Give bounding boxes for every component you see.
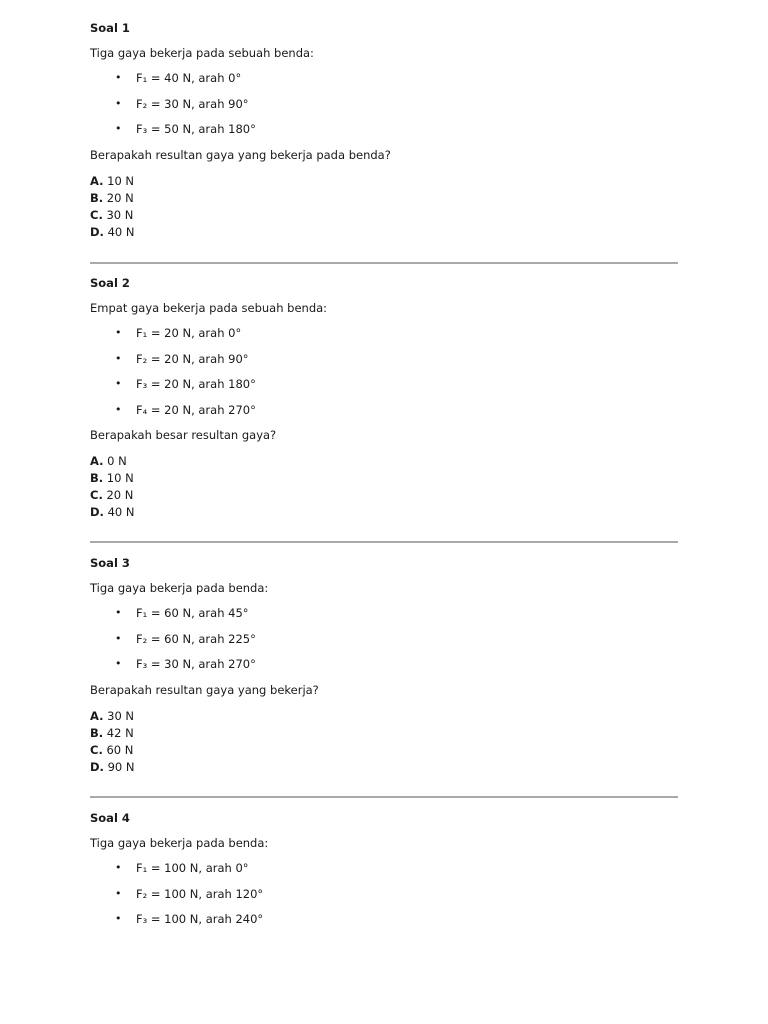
- option-text: 10 N: [107, 173, 135, 188]
- bullet-icon: •: [115, 351, 122, 365]
- force-item: [90, 860, 680, 876]
- answer-option-c: [90, 742, 680, 759]
- section-divider: [90, 796, 678, 798]
- section-divider: [90, 541, 678, 543]
- question-block-3: [90, 555, 680, 776]
- answer-option-d: [90, 504, 680, 521]
- option-text: 30 N: [106, 207, 134, 222]
- force-list: [90, 860, 680, 927]
- bullet-icon: •: [115, 71, 122, 84]
- force-text: F₃ = 100 N, arah 240°: [136, 912, 264, 926]
- option-letter: D.: [90, 224, 104, 239]
- bullet-icon: •: [115, 326, 122, 339]
- question-intro: Tiga gaya bekerja pada benda:: [90, 836, 269, 850]
- section-divider: [90, 262, 678, 264]
- answer-option-d: [90, 759, 680, 776]
- force-text: F₂ = 30 N, arah 90°: [136, 96, 249, 111]
- question-block-1: [90, 20, 680, 241]
- force-text: F₃ = 20 N, arah 180°: [136, 377, 256, 391]
- force-item: [90, 631, 680, 647]
- option-letter: C.: [90, 742, 103, 757]
- answer-option-a: [90, 173, 680, 190]
- bullet-icon: •: [115, 402, 122, 416]
- answer-option-a: [90, 708, 680, 725]
- force-item: [90, 911, 680, 927]
- answer-option-c: [90, 487, 680, 504]
- force-item: [90, 886, 680, 902]
- answer-option-d: [90, 224, 680, 241]
- option-text: 42 N: [106, 725, 134, 740]
- force-text: F₁ = 20 N, arah 0°: [136, 326, 242, 340]
- force-item: [90, 656, 680, 672]
- force-text: F₁ = 60 N, arah 45°: [136, 606, 249, 620]
- bullet-icon: •: [115, 912, 122, 925]
- option-letter: C.: [90, 207, 103, 222]
- question-text: Berapakah resultan gaya yang bekerja?: [90, 682, 319, 697]
- bullet-icon: •: [115, 122, 122, 135]
- answer-options: [90, 708, 680, 776]
- force-list: [90, 605, 680, 672]
- force-item: [90, 70, 680, 86]
- force-text: F₂ = 20 N, arah 90°: [136, 351, 249, 366]
- option-letter: C.: [90, 488, 103, 502]
- option-text: 20 N: [106, 190, 134, 205]
- option-letter: B.: [90, 471, 104, 485]
- answer-options: [90, 173, 680, 241]
- option-letter: B.: [90, 190, 104, 205]
- bullet-icon: •: [115, 886, 122, 900]
- answer-option-b: [90, 190, 680, 207]
- force-text: F₁ = 40 N, arah 0°: [136, 71, 242, 85]
- force-text: F₂ = 60 N, arah 225°: [136, 631, 256, 646]
- force-text: F₃ = 30 N, arah 270°: [136, 657, 256, 671]
- question-intro: Tiga gaya bekerja pada benda:: [90, 581, 269, 595]
- force-text: F₁ = 100 N, arah 0°: [136, 861, 249, 875]
- option-letter: A.: [90, 454, 104, 468]
- force-item: [90, 325, 680, 341]
- option-letter: D.: [90, 505, 104, 519]
- option-letter: B.: [90, 725, 104, 740]
- question-title: Soal 1: [90, 21, 130, 35]
- force-item: [90, 402, 680, 418]
- question-intro: Tiga gaya bekerja pada sebuah benda:: [90, 46, 314, 60]
- force-text: F₂ = 100 N, arah 120°: [136, 886, 264, 901]
- answer-options: [90, 453, 680, 521]
- option-letter: A.: [90, 708, 104, 723]
- option-text: 40 N: [107, 224, 135, 239]
- force-item: [90, 96, 680, 112]
- answer-option-a: [90, 453, 680, 470]
- option-text: 30 N: [107, 708, 135, 723]
- force-item: [90, 351, 680, 367]
- question-title: Soal 3: [90, 556, 130, 570]
- question-block-4: [90, 810, 680, 937]
- answer-option-b: [90, 470, 680, 487]
- question-intro: Empat gaya bekerja pada sebuah benda:: [90, 301, 328, 315]
- option-letter: D.: [90, 759, 104, 774]
- option-text: 90 N: [107, 759, 135, 774]
- force-item: [90, 376, 680, 392]
- option-letter: A.: [90, 173, 104, 188]
- question-block-2: [90, 275, 680, 521]
- force-text: F₄ = 20 N, arah 270°: [136, 402, 256, 417]
- question-title: Soal 2: [90, 276, 130, 290]
- force-text: F₃ = 50 N, arah 180°: [136, 122, 256, 136]
- option-text: 0 N: [107, 454, 127, 468]
- answer-option-c: [90, 207, 680, 224]
- force-item: [90, 605, 680, 621]
- bullet-icon: •: [115, 861, 122, 874]
- force-item: [90, 121, 680, 137]
- option-text: 10 N: [106, 471, 134, 485]
- bullet-icon: •: [115, 631, 122, 645]
- bullet-icon: •: [115, 377, 122, 390]
- question-text: Berapakah resultan gaya yang bekerja pada benda?: [90, 147, 391, 162]
- bullet-icon: •: [115, 96, 122, 110]
- option-text: 60 N: [106, 742, 134, 757]
- answer-option-b: [90, 725, 680, 742]
- question-text: Berapakah besar resultan gaya?: [90, 428, 277, 442]
- bullet-icon: •: [115, 657, 122, 670]
- bullet-icon: •: [115, 606, 122, 619]
- option-text: 40 N: [107, 505, 135, 519]
- question-title: Soal 4: [90, 811, 130, 825]
- force-list: [90, 325, 680, 418]
- force-list: [90, 70, 680, 137]
- option-text: 20 N: [106, 488, 134, 502]
